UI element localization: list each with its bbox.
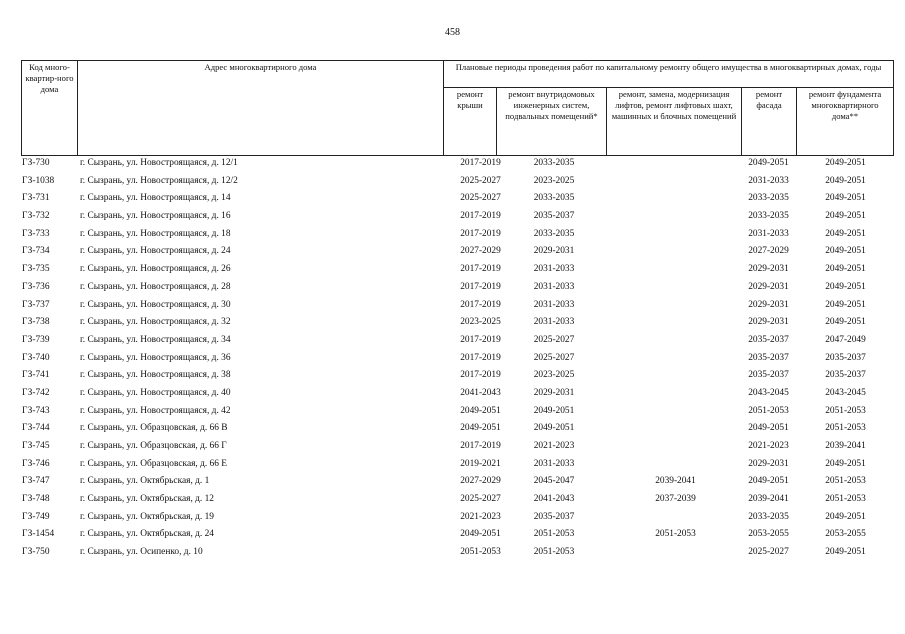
row-foundation: 2049-2051	[825, 511, 866, 522]
table-row	[21, 387, 893, 405]
row-code: ГЗ-737	[22, 299, 50, 310]
row-roof: 2017-2019	[460, 281, 501, 292]
row-engineering: 2023-2025	[533, 370, 575, 381]
row-address: г. Сызрань, ул. Образцовская, д. 66 Е	[80, 458, 228, 469]
row-code: ГЗ-741	[22, 370, 50, 381]
header-facade: ремонт фасада	[742, 88, 797, 156]
row-roof: 2017-2019	[460, 228, 501, 239]
table-row	[21, 210, 893, 228]
row-engineering: 2033-2035	[533, 193, 575, 204]
row-foundation: 2049-2051	[825, 228, 866, 239]
row-facade: 2043-2045	[748, 387, 789, 398]
row-facade: 2025-2027	[748, 547, 789, 558]
table-row	[21, 352, 893, 370]
row-engineering: 2031-2033	[533, 281, 575, 292]
row-facade: 2029-2031	[748, 281, 789, 292]
row-foundation: 2043-2045	[825, 387, 866, 398]
row-facade: 2029-2031	[748, 264, 789, 275]
row-facade: 2033-2035	[748, 193, 789, 204]
row-facade: 2051-2053	[748, 405, 789, 416]
row-address: г. Сызрань, ул. Октябрьская, д. 12	[80, 494, 214, 505]
header-lifts: ремонт, замена, модернизация лифтов, ремонт лифтовых шахт, машинных и блочных помещений	[607, 88, 742, 156]
header-roof: ремонт крыши	[444, 88, 497, 156]
row-address: г. Сызрань, ул. Новостроящаяся, д. 40	[80, 387, 231, 398]
table-row	[21, 299, 893, 317]
row-roof: 2027-2029	[460, 476, 501, 487]
row-code: ГЗ-740	[22, 352, 50, 363]
row-facade: 2033-2035	[748, 211, 789, 222]
row-engineering: 2035-2037	[533, 511, 575, 522]
row-engineering: 2033-2035	[533, 228, 575, 239]
row-engineering: 2031-2033	[533, 299, 575, 310]
table-row	[21, 192, 893, 210]
row-facade: 2021-2023	[748, 441, 789, 451]
row-address: г. Сызрань, ул. Новостроящаяся, д. 30	[80, 299, 231, 310]
row-roof: 2025-2027	[460, 193, 501, 204]
row-roof: 2025-2027	[460, 494, 501, 505]
row-roof: 2021-2023	[460, 511, 501, 522]
row-engineering: 2049-2051	[533, 423, 575, 434]
row-facade: 2033-2035	[748, 511, 789, 522]
row-facade: 2029-2031	[748, 458, 789, 469]
row-foundation: 2049-2051	[825, 458, 866, 469]
row-foundation: 2051-2053	[825, 423, 866, 434]
row-foundation: 2049-2051	[825, 246, 866, 257]
row-address: г. Сызрань, ул. Новостроящаяся, д. 36	[80, 352, 231, 363]
table-row	[21, 245, 893, 263]
table-row	[21, 458, 893, 476]
row-code: ГЗ-735	[22, 264, 50, 275]
row-address: г. Сызрань, ул. Новостроящаяся, д. 12/1	[80, 158, 238, 168]
page-number: 458	[445, 27, 460, 38]
row-address: г. Сызрань, ул. Образцовская, д. 66 В	[80, 423, 228, 434]
row-code: ГЗ-731	[22, 193, 50, 204]
table-row	[21, 475, 893, 493]
row-engineering: 2049-2051	[533, 405, 575, 416]
row-roof: 2049-2051	[460, 405, 501, 416]
row-roof: 2017-2019	[460, 158, 501, 168]
row-address: г. Сызрань, ул. Осипенко, д. 10	[80, 547, 203, 558]
row-roof: 2051-2053	[460, 547, 501, 558]
row-lifts: 2039-2041	[655, 476, 696, 487]
row-foundation: 2049-2051	[825, 193, 866, 204]
table-row	[21, 316, 893, 334]
row-code: ГЗ-750	[22, 547, 50, 558]
row-roof: 2017-2019	[460, 370, 501, 381]
row-engineering: 2025-2027	[533, 352, 575, 363]
row-facade: 2031-2033	[748, 228, 789, 239]
row-facade: 2031-2033	[748, 175, 789, 186]
row-address: г. Сызрань, ул. Новостроящаяся, д. 12/2	[80, 175, 238, 186]
row-facade: 2039-2041	[748, 494, 789, 505]
row-roof: 2017-2019	[460, 264, 501, 275]
row-roof: 2041-2043	[460, 387, 501, 398]
row-code: ГЗ-746	[22, 458, 50, 469]
table-row	[21, 334, 893, 352]
row-facade: 2049-2051	[748, 476, 789, 487]
row-facade: 2049-2051	[748, 423, 789, 434]
row-engineering: 2041-2043	[533, 494, 575, 505]
row-address: г. Сызрань, ул. Новостроящаяся, д. 24	[80, 246, 231, 257]
table-row	[21, 528, 893, 546]
row-code: ГЗ-732	[22, 211, 50, 222]
row-address: г. Сызрань, ул. Новостроящаяся, д. 42	[80, 405, 231, 416]
row-engineering: 2031-2033	[533, 317, 575, 328]
row-roof: 2049-2051	[460, 423, 501, 434]
table-row	[21, 228, 893, 246]
row-roof: 2023-2025	[460, 317, 501, 328]
row-foundation: 2049-2051	[825, 317, 866, 328]
row-code: ГЗ-742	[22, 387, 50, 398]
row-code: ГЗ-739	[22, 334, 50, 345]
table-row	[21, 422, 893, 440]
table-row	[21, 493, 893, 511]
row-address: г. Сызрань, ул. Образцовская, д. 66 Г	[80, 441, 227, 451]
table-body	[21, 157, 893, 564]
row-facade: 2049-2051	[748, 158, 789, 168]
row-foundation: 2039-2041	[825, 441, 866, 451]
row-foundation: 2035-2037	[825, 370, 866, 381]
row-address: г. Сызрань, ул. Новостроящаяся, д. 16	[80, 211, 231, 222]
row-engineering: 2045-2047	[533, 476, 575, 487]
row-address: г. Сызрань, ул. Октябрьская, д. 24	[80, 529, 214, 540]
table-row	[21, 546, 893, 564]
row-address: г. Сызрань, ул. Новостроящаяся, д. 18	[80, 228, 231, 239]
table-header	[21, 60, 894, 156]
row-code: ГЗ-734	[22, 246, 50, 257]
row-foundation: 2049-2051	[825, 281, 866, 292]
row-lifts: 2037-2039	[655, 494, 696, 505]
row-facade: 2035-2037	[748, 370, 789, 381]
row-roof: 2027-2029	[460, 246, 501, 257]
row-roof: 2017-2019	[460, 334, 501, 345]
row-engineering: 2031-2033	[533, 264, 575, 275]
row-foundation: 2051-2053	[825, 476, 866, 487]
row-facade: 2035-2037	[748, 334, 789, 345]
table-row	[21, 369, 893, 387]
row-foundation: 2049-2051	[825, 299, 866, 310]
row-code: ГЗ-736	[22, 281, 50, 292]
row-engineering: 2029-2031	[533, 387, 575, 398]
row-code: ГЗ-730	[22, 158, 50, 168]
row-code: ГЗ-1454	[22, 529, 55, 540]
row-code: ГЗ-1038	[22, 175, 55, 186]
row-roof: 2025-2027	[460, 175, 501, 186]
row-engineering: 2023-2025	[533, 175, 575, 186]
row-facade: 2029-2031	[748, 299, 789, 310]
row-foundation: 2047-2049	[825, 334, 866, 345]
row-code: ГЗ-744	[22, 423, 50, 434]
row-facade: 2027-2029	[748, 246, 789, 257]
row-foundation: 2049-2051	[825, 547, 866, 558]
header-periods: Плановые периоды проведения работ по капитальному ремонту общего имущества в многоквартирных домах, годы	[444, 61, 894, 88]
row-engineering: 2035-2037	[533, 211, 575, 222]
row-code: ГЗ-745	[22, 441, 50, 451]
header-address: Адрес многоквартирного дома	[78, 61, 444, 156]
table-row	[21, 440, 893, 458]
row-roof: 2017-2019	[460, 211, 501, 222]
row-code: ГЗ-749	[22, 511, 50, 522]
header-foundation: ремонт фундамента многоквартирного дома**	[797, 88, 894, 156]
row-foundation: 2035-2037	[825, 352, 866, 363]
table-row	[21, 263, 893, 281]
row-roof: 2049-2051	[460, 529, 501, 540]
row-address: г. Сызрань, ул. Новостроящаяся, д. 38	[80, 370, 231, 381]
row-foundation: 2053-2055	[825, 529, 866, 540]
table-row	[21, 157, 893, 175]
row-code: ГЗ-733	[22, 228, 50, 239]
row-address: г. Сызрань, ул. Новостроящаяся, д. 26	[80, 264, 231, 275]
header-code: Код много-квартир-ного дома	[22, 61, 78, 156]
header-engineering: ремонт внутридомовых инженерных систем, подвальных помещений*	[497, 88, 607, 156]
row-engineering: 2021-2023	[533, 441, 575, 451]
row-address: г. Сызрань, ул. Октябрьская, д. 19	[80, 511, 214, 522]
row-address: г. Сызрань, ул. Октябрьская, д. 1	[80, 476, 210, 487]
row-engineering: 2051-2053	[533, 529, 575, 540]
row-address: г. Сызрань, ул. Новостроящаяся, д. 34	[80, 334, 231, 345]
row-engineering: 2029-2031	[533, 246, 575, 257]
row-roof: 2017-2019	[460, 441, 501, 451]
row-engineering: 2031-2033	[533, 458, 575, 469]
row-engineering: 2025-2027	[533, 334, 575, 345]
row-engineering: 2051-2053	[533, 547, 575, 558]
row-foundation: 2049-2051	[825, 264, 866, 275]
row-facade: 2035-2037	[748, 352, 789, 363]
row-foundation: 2049-2051	[825, 158, 866, 168]
row-roof: 2017-2019	[460, 352, 501, 363]
row-code: ГЗ-743	[22, 405, 50, 416]
row-code: ГЗ-747	[22, 476, 50, 487]
row-lifts: 2051-2053	[655, 529, 696, 540]
row-foundation: 2051-2053	[825, 494, 866, 505]
row-code: ГЗ-738	[22, 317, 50, 328]
row-roof: 2019-2021	[460, 458, 501, 469]
table-row	[21, 175, 893, 193]
row-facade: 2029-2031	[748, 317, 789, 328]
row-foundation: 2051-2053	[825, 405, 866, 416]
row-foundation: 2049-2051	[825, 175, 866, 186]
row-engineering: 2033-2035	[533, 158, 575, 168]
table-row	[21, 405, 893, 423]
row-roof: 2017-2019	[460, 299, 501, 310]
table-row	[21, 511, 893, 529]
row-address: г. Сызрань, ул. Новостроящаяся, д. 32	[80, 317, 231, 328]
row-foundation: 2049-2051	[825, 211, 866, 222]
row-address: г. Сызрань, ул. Новостроящаяся, д. 28	[80, 281, 231, 292]
row-facade: 2053-2055	[748, 529, 789, 540]
row-code: ГЗ-748	[22, 494, 50, 505]
table-row	[21, 281, 893, 299]
row-address: г. Сызрань, ул. Новостроящаяся, д. 14	[80, 193, 231, 204]
